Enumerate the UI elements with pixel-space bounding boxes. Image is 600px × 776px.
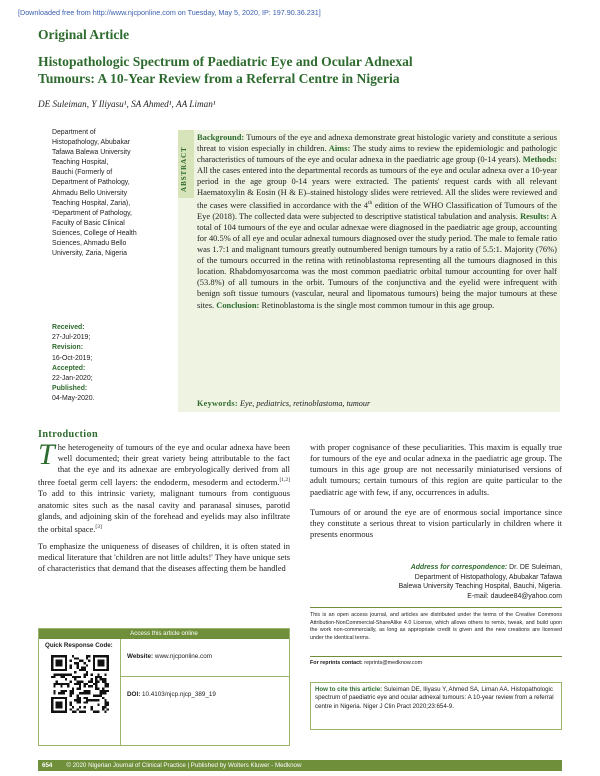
qr-module	[102, 678, 104, 680]
qr-module	[93, 683, 95, 685]
qr-module	[79, 687, 81, 689]
qr-module	[95, 687, 97, 689]
qr-module	[74, 671, 76, 673]
qr-module	[79, 685, 81, 687]
reprints-line	[310, 660, 422, 666]
abstract-tab-label: ABSTRACT	[180, 146, 188, 192]
correspondence-label: Address for correspondence:	[410, 564, 508, 571]
affiliation-line: Sciences, College of Health	[52, 229, 137, 237]
qr-finder-module	[97, 660, 104, 667]
qr-module	[83, 676, 85, 678]
qr-module	[107, 683, 109, 685]
correspondence-line-1	[310, 563, 562, 573]
qr-module	[56, 681, 58, 683]
affiliation-line: Teaching Hospital, Zaria),	[52, 199, 131, 207]
qr-module	[83, 701, 85, 703]
qr-code-icon[interactable]	[51, 655, 109, 713]
qr-module	[79, 683, 81, 685]
qr-module	[72, 692, 74, 694]
correspondence-email[interactable]: E-mail: daudee84@yahoo.com	[467, 592, 562, 600]
qr-module	[88, 685, 90, 687]
methods-superscript: th	[367, 200, 373, 207]
qr-module	[72, 676, 74, 678]
qr-module	[95, 699, 97, 701]
qr-module	[104, 690, 106, 692]
qr-module	[53, 683, 55, 685]
affiliation-line: Tafawa Balewa University	[52, 149, 131, 157]
qr-module	[70, 674, 72, 676]
qr-module	[83, 662, 85, 664]
license-text: This is an open access journal, and articles are distributed under the terms of the Creative Commons Attribution-NonCommercial-ShareAlike 4.0 License, which allows others to remix, tweak, and build upon the work non-commercially, as long as appropriate credit is given and the new creations are licensed under the identical terms.	[310, 612, 562, 641]
qr-module	[65, 674, 67, 676]
affiliation-line: Histopathology, Abubakar	[52, 139, 131, 147]
qr-module	[79, 706, 81, 708]
qr-module	[102, 706, 104, 708]
qr-module	[70, 704, 72, 706]
conclusion-label: Conclusion:	[214, 299, 260, 310]
qr-module	[104, 701, 106, 703]
qr-module	[90, 706, 92, 708]
results-label: Results:	[517, 211, 550, 222]
revision-date: 16-Oct-2019;	[52, 354, 93, 362]
qr-module	[79, 681, 81, 683]
qr-module	[70, 692, 72, 694]
qr-module	[79, 692, 81, 694]
qr-module	[86, 671, 88, 673]
qr-module	[70, 660, 72, 662]
qr-module	[104, 685, 106, 687]
intro-p1-text: he heterogeneity of tumours of the eye and ocular adnexa have been well documented; their great variety being attributable to the fact that the eye and its adnexae are embryologically derived from all three foetal germ cell layers: the endoderm, mesoderm and ectoderm.	[38, 442, 290, 488]
qr-module	[72, 690, 74, 692]
qr-module	[104, 683, 106, 685]
correspondence-block	[310, 563, 562, 601]
qr-module	[81, 692, 83, 694]
qr-module	[70, 690, 72, 692]
qr-module	[95, 685, 97, 687]
qr-finder-module	[56, 701, 63, 708]
qr-module	[74, 711, 76, 713]
qr-module	[88, 699, 90, 701]
qr-module	[63, 690, 65, 692]
qr-module	[63, 692, 65, 694]
title-line-1: Histopathologic Spectrum of Paediatric Eye and Ocular Adnexal	[38, 54, 413, 69]
qr-module	[107, 690, 109, 692]
intro-paragraph-3: with proper cognisance of these peculiarities. This maxim is equally true for tumours of the eye and ocular adnexa in the paediatric age group. The tumours in this age group are not necessarily miniaturised versions of adult tumours; certain tumours of this region are quite particular to the paediatric age with few, if any, occurrences in adults.	[310, 442, 562, 497]
qr-module	[53, 692, 55, 694]
qr-module	[58, 674, 60, 676]
access-online-box	[38, 628, 290, 746]
qr-module	[56, 674, 58, 676]
conclusion-text: Retinoblastoma is the single most common tumour in this age group.	[259, 299, 495, 310]
keywords-text: Eye, pediatrics, retinoblastoma, tumour	[237, 399, 371, 408]
qr-module	[83, 685, 85, 687]
qr-module	[72, 711, 74, 713]
qr-module	[77, 676, 79, 678]
citation-ref[interactable]: [3]	[95, 523, 102, 530]
qr-module	[70, 681, 72, 683]
affiliation-line: ¹Department of Pathology,	[52, 209, 132, 217]
qr-module	[90, 681, 92, 683]
qr-module	[104, 711, 106, 713]
citation-box	[310, 682, 562, 730]
qr-module	[102, 697, 104, 699]
qr-module	[104, 704, 106, 706]
doi-label: DOI:	[127, 691, 141, 698]
qr-module	[77, 683, 79, 685]
qr-module	[77, 664, 79, 666]
qr-module	[104, 699, 106, 701]
qr-module	[97, 687, 99, 689]
qr-module	[60, 690, 62, 692]
affiliation-line: Department of Pathology,	[52, 179, 130, 187]
abstract-text	[197, 132, 557, 311]
qr-module	[77, 699, 79, 701]
qr-module	[107, 701, 109, 703]
qr-module	[77, 657, 79, 659]
affiliation-line: University, Zaria, Nigeria	[52, 250, 127, 258]
qr-module	[65, 690, 67, 692]
qr-module	[60, 674, 62, 676]
qr-module	[95, 678, 97, 680]
page-number: 654	[42, 762, 53, 769]
qr-module	[65, 678, 67, 680]
intro-paragraph-2: To emphasize the uniqueness of diseases of children, it is often stated in medical literature that 'children are not little adults!' They have unique sets of characteristics that demand that the diseases affecting them be handled	[38, 540, 290, 574]
citation-ref[interactable]: [1,2]	[279, 477, 290, 484]
correspondence-line-2: Department of Histopathology, Abubakar Tafawa	[414, 573, 562, 581]
qr-module	[67, 685, 69, 687]
qr-module	[86, 692, 88, 694]
qr-module	[97, 676, 99, 678]
published-date: 04-May-2020.	[52, 395, 95, 403]
qr-module	[74, 683, 76, 685]
qr-module	[100, 692, 102, 694]
qr-module	[74, 676, 76, 678]
qr-module	[53, 674, 55, 676]
qr-module	[74, 657, 76, 659]
qr-module	[72, 655, 74, 657]
qr-module	[90, 685, 92, 687]
qr-column	[39, 639, 121, 745]
qr-module	[90, 678, 92, 680]
qr-module	[81, 660, 83, 662]
aims-text: The study aims to review the epidemiologic and pathologic characteristics of tumours of the eye and ocular adnexa in the paediatric age group (0-14 years).	[197, 143, 557, 165]
article-type: Original Article	[38, 27, 130, 42]
qr-module	[63, 674, 65, 676]
affiliation-line: Teaching Hospital,	[52, 159, 109, 167]
qr-module	[77, 697, 79, 699]
qr-module	[86, 674, 88, 676]
qr-module	[67, 674, 69, 676]
qr-module	[79, 711, 81, 713]
qr-module	[60, 692, 62, 694]
qr-module	[95, 694, 97, 696]
qr-module	[86, 655, 88, 657]
qr-module	[97, 699, 99, 701]
qr-module	[95, 711, 97, 713]
keywords-label: Keywords:	[197, 399, 238, 408]
qr-module	[88, 660, 90, 662]
qr-module	[83, 667, 85, 669]
dates-block	[52, 323, 162, 405]
qr-module	[102, 681, 104, 683]
affiliation-line: Faculty of Basic Clinical	[52, 219, 125, 227]
divider	[310, 607, 562, 608]
qr-module	[70, 694, 72, 696]
correspondence-name: Dr. DE Suleiman,	[507, 564, 562, 571]
qr-module	[83, 683, 85, 685]
qr-module	[86, 697, 88, 699]
qr-module	[95, 681, 97, 683]
qr-module	[97, 704, 99, 706]
qr-module	[79, 669, 81, 671]
keywords-line	[197, 399, 370, 408]
reprints-label: For reprints contact:	[310, 660, 363, 666]
affiliation-line: Bauchi (Formerly of	[52, 169, 113, 177]
qr-module	[77, 694, 79, 696]
qr-module	[104, 681, 106, 683]
website-label: Website:	[127, 653, 154, 660]
body-column-left	[38, 438, 290, 574]
download-note: [Downloaded free from http://www.njcponline.com on Tuesday, May 5, 2020, IP: 197.90.36.231]	[18, 8, 321, 17]
drop-cap: T	[38, 438, 55, 471]
qr-module	[70, 701, 72, 703]
qr-module	[104, 678, 106, 680]
qr-module	[102, 692, 104, 694]
qr-module	[83, 706, 85, 708]
qr-module	[104, 706, 106, 708]
qr-module	[79, 697, 81, 699]
received-date: 27-Jul-2019;	[52, 334, 91, 342]
qr-module	[83, 711, 85, 713]
qr-module	[100, 676, 102, 678]
qr-module	[90, 708, 92, 710]
qr-module	[81, 681, 83, 683]
qr-module	[97, 681, 99, 683]
qr-module	[77, 708, 79, 710]
intro-p1b-text: To add to this intrinsic variety, malignant tumours from contiguous anatomic sites such as the nasal cavity and paranasal sinuses, parotid glands, and adjoining skin of the forehead and eyelids may also infiltrate the orbital space.	[38, 488, 290, 534]
qr-module	[79, 699, 81, 701]
qr-module	[97, 694, 99, 696]
qr-module	[97, 674, 99, 676]
qr-module	[53, 690, 55, 692]
intro-paragraph-4: Tumours of or around the eye are of enormous social importance since they constitute a serious threat to vision particularly in children where it presents enormous	[310, 506, 562, 540]
introduction-heading: Introduction	[38, 429, 99, 440]
correspondence-line-3: Balewa University Teaching Hospital, Bauchi, Nigeria.	[398, 583, 562, 591]
title-line-2: Tumours: A 10-Year Review from a Referral Centre in Nigeria	[38, 71, 400, 86]
qr-module	[60, 676, 62, 678]
qr-module	[86, 690, 88, 692]
qr-module	[100, 678, 102, 680]
qr-module	[77, 662, 79, 664]
footer-text: © 2020 Nigerian Journal of Clinical Practice | Published by Wolters Kluwer - Medknow	[66, 762, 302, 769]
qr-module	[102, 708, 104, 710]
qr-module	[90, 674, 92, 676]
qr-finder-module	[56, 660, 63, 667]
qr-module	[53, 685, 55, 687]
intro-paragraph-1	[38, 438, 290, 535]
methods-text-b: edition of the WHO Classification of Tumours of the Eye (2018). The collected data were subjected to descriptive statistical tabulation and analysis.	[197, 200, 557, 222]
qr-module	[74, 699, 76, 701]
qr-module	[107, 708, 109, 710]
background-text: Tumours of the eye and adnexa demonstrate great histologic variety and constitute a serious threat to vision especially in children.	[197, 132, 557, 154]
qr-module	[107, 685, 109, 687]
qr-module	[83, 669, 85, 671]
qr-module	[95, 683, 97, 685]
qr-module	[79, 676, 81, 678]
methods-label: Methods:	[520, 154, 557, 165]
qr-module	[74, 662, 76, 664]
citation-text: Suleiman DE, Iliyasu Y, Ahmed SA, Liman AA. Histopathologic spectrum of paediatric eye and ocular adnexal tumours: A 10-year review from a referral centre in Nigeria. Niger J Clin Pract 2020;23:654-9.	[315, 686, 554, 710]
affiliation-line: Department of	[52, 129, 96, 136]
qr-module	[107, 704, 109, 706]
qr-module	[83, 692, 85, 694]
methods-text-a: All the cases entered into the departmental records as tumours of the eye and ocular adnexa over a 10-year period in the age group 0-14 years were extracted. The patients' request cards with all relevant Haematoxylin & Eosin (H & E)–stained histology slides were retrieved. All the slides were reviewed and the cases were classified in accordance with the 4	[197, 165, 557, 211]
website-link[interactable]: www.njcponline.com	[154, 653, 212, 660]
received-label: Received:	[52, 324, 85, 331]
qr-module	[100, 694, 102, 696]
qr-module	[93, 699, 95, 701]
doi-link[interactable]: 10.4103/njcp.njcp_389_19	[142, 691, 216, 698]
qr-module	[104, 674, 106, 676]
citation-label: How to cite this article:	[315, 686, 383, 693]
qr-module	[77, 667, 79, 669]
divider	[310, 656, 562, 657]
qr-module	[77, 681, 79, 683]
published-label: Published:	[52, 385, 88, 393]
qr-module	[79, 660, 81, 662]
affiliation-block	[52, 128, 170, 259]
qr-module	[93, 694, 95, 696]
qr-module	[102, 690, 104, 692]
author-list: DE Suleiman, Y Iliyasu¹, SA Ahmed¹, AA Liman¹	[38, 99, 216, 109]
revision-label: Revision:	[52, 344, 84, 352]
qr-module	[104, 692, 106, 694]
background-label: Background:	[197, 132, 245, 142]
results-text: A total of 104 tumours of the eye and ocular adnexae were diagnosed in the paediatric age group, accounting for 40.5% of all eye and ocular adnexal tumours diagnosed over the study period. The male to female ratio was 1.7:1 and malignant tumours greatly outnumbered benign tumours by a ratio of 5.5:1. Majority (76%) of the tumours occurred in the retina with retinoblastoma representing all the tumours diagnosed in this location. Rhabdomyosarcoma was the most common paediatric orbital tumour accounting for over half (53.8%) of all tumours in the orbit. Tumours of the conjunctiva and the eyelid were infrequent with benign soft tissue tumours (vascular, neural and lipomatous tumours) being the major tumours at these sites.	[197, 211, 557, 310]
qr-module	[97, 711, 99, 713]
qr-module	[53, 676, 55, 678]
qr-module	[72, 687, 74, 689]
article-title	[38, 53, 558, 87]
qr-label: Quick Response Code:	[45, 642, 113, 649]
abstract-tab	[178, 130, 194, 198]
body-column-right	[310, 442, 562, 540]
qr-module	[70, 708, 72, 710]
page-footer	[38, 760, 562, 771]
aims-label: Aims:	[326, 143, 351, 154]
website-cell	[121, 639, 289, 677]
qr-module	[81, 711, 83, 713]
qr-module	[51, 676, 53, 678]
qr-module	[70, 664, 72, 666]
qr-module	[79, 701, 81, 703]
qr-module	[86, 664, 88, 666]
qr-module	[77, 701, 79, 703]
qr-module	[88, 690, 90, 692]
qr-module	[81, 667, 83, 669]
qr-module	[100, 690, 102, 692]
qr-module	[86, 657, 88, 659]
accepted-date: 22-Jan-2020;	[52, 375, 93, 383]
qr-module	[65, 683, 67, 685]
qr-module	[58, 683, 60, 685]
qr-module	[88, 655, 90, 657]
doi-cell	[121, 677, 289, 717]
reprints-email[interactable]: reprints@medknow.com	[362, 660, 423, 666]
qr-module	[102, 687, 104, 689]
qr-module	[60, 685, 62, 687]
qr-module	[72, 706, 74, 708]
qr-module	[58, 692, 60, 694]
qr-module	[95, 676, 97, 678]
qr-module	[63, 676, 65, 678]
qr-module	[77, 687, 79, 689]
qr-module	[90, 699, 92, 701]
qr-module	[88, 681, 90, 683]
affiliation-line: Sciences, Ahmadu Bello	[52, 240, 127, 248]
qr-module	[86, 701, 88, 703]
qr-module	[74, 678, 76, 680]
qr-module	[88, 692, 90, 694]
accepted-label: Accepted:	[52, 364, 86, 372]
qr-module	[83, 690, 85, 692]
qr-module	[60, 683, 62, 685]
qr-module	[86, 699, 88, 701]
qr-module	[86, 683, 88, 685]
qr-module	[63, 683, 65, 685]
qr-module	[83, 697, 85, 699]
qr-module	[93, 711, 95, 713]
qr-module	[81, 669, 83, 671]
qr-module	[83, 674, 85, 676]
qr-module	[70, 667, 72, 669]
qr-module	[67, 683, 69, 685]
access-heading: Access this article online	[39, 629, 289, 639]
affiliation-line: Ahmadu Bello University	[52, 189, 128, 197]
qr-module	[56, 683, 58, 685]
